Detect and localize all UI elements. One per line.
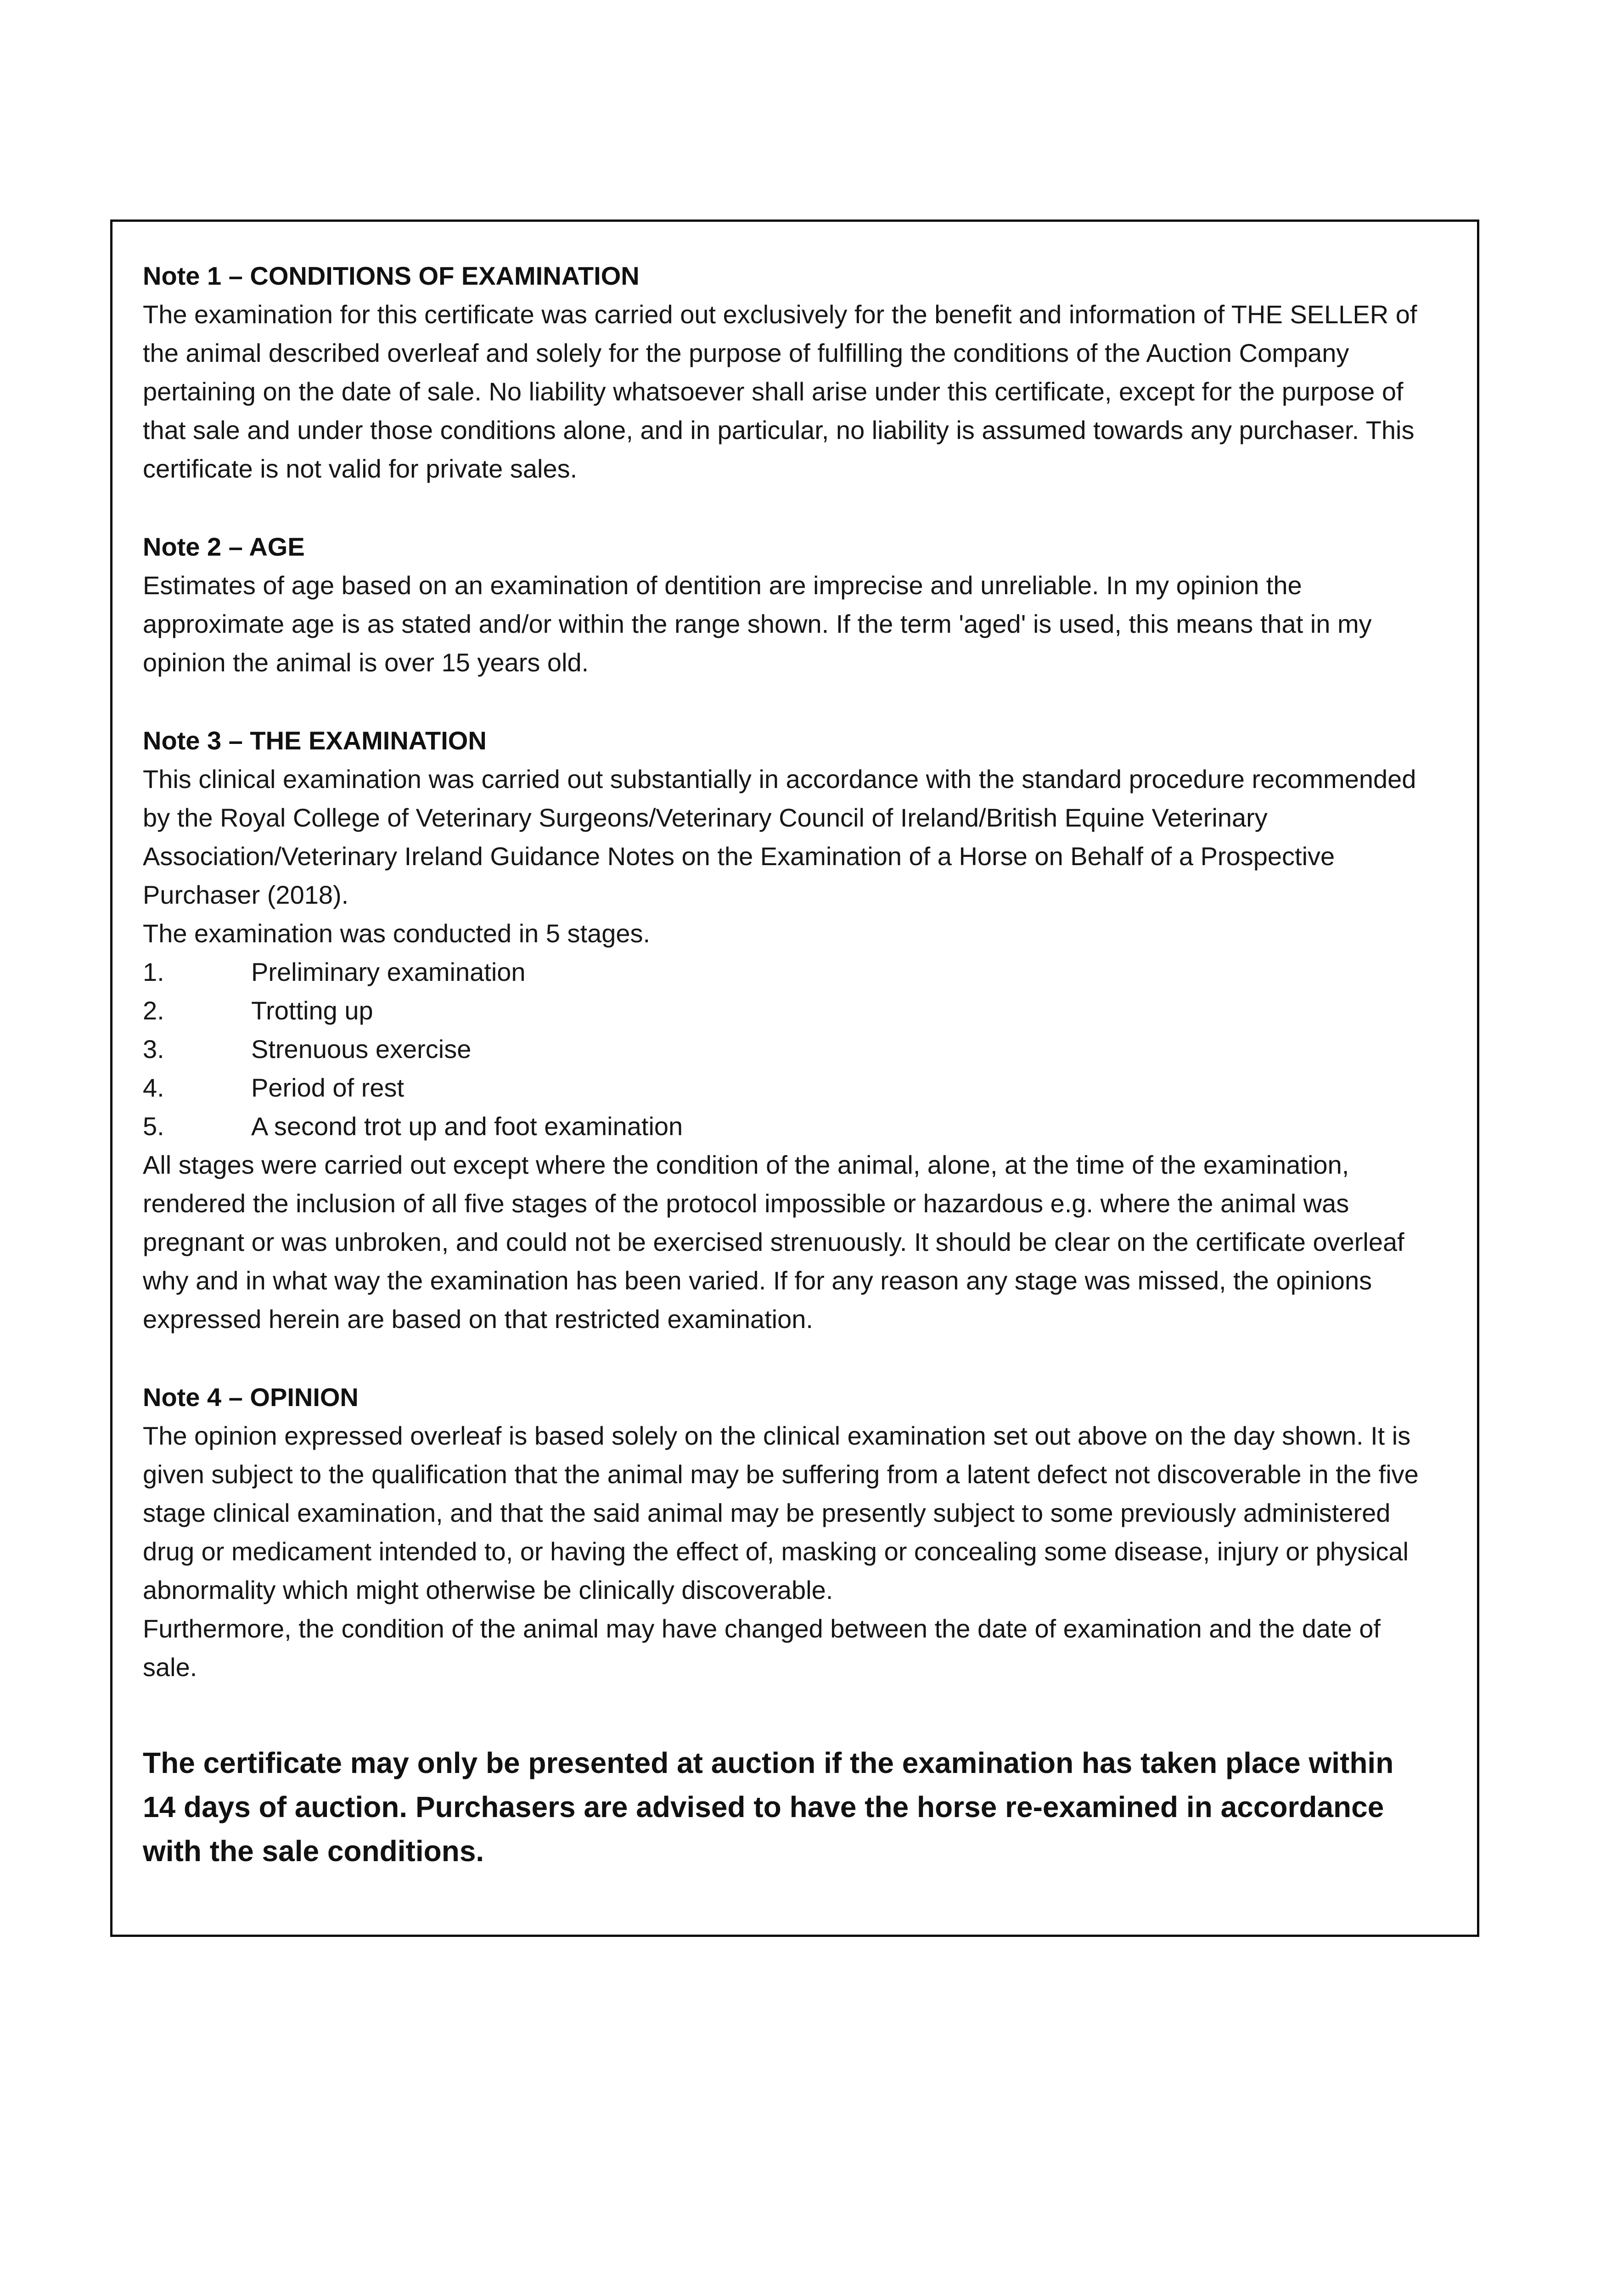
notes-border-box <box>110 219 1479 1937</box>
stage-label: Preliminary examination <box>251 957 526 986</box>
note-1-body: The examination for this certificate was carried out exclusively for the benefit and information of THE SELLER of the animal described overleaf and solely for the purpose of fulfilling the conditions of the Auction Company pertaining on the date of sale. No liability whatsoever shall arise under this certificate, except for the purpose of that sale and under those conditions alone, and in particular, no liability is assumed towards any purchaser. This certificate is not valid for private sales. <box>143 300 1417 483</box>
stage-label: Trotting up <box>251 996 373 1025</box>
examination-stages-list <box>143 953 1420 1146</box>
note-4-body-furthermore: Furthermore, the condition of the animal may have changed between the date of examination and the date of sale. <box>143 1614 1381 1682</box>
stage-number: 3. <box>143 1035 164 1064</box>
note-4-heading: Note 4 – OPINION <box>143 1383 359 1412</box>
closing-statement: The certificate may only be presented at auction if the examination has taken place within 14 days of auction. Purchasers are advised to have the horse re-examined in accordance with the sale conditions. <box>143 1746 1394 1868</box>
stage-number: 5. <box>143 1112 164 1141</box>
stage-label: Period of rest <box>251 1073 404 1102</box>
stage-item-4 <box>143 1069 1420 1107</box>
note-3-body-stages-intro: The examination was conducted in 5 stages. <box>143 919 651 948</box>
note-2-age <box>143 528 1420 682</box>
stage-number: 1. <box>143 957 164 986</box>
note-3-body-all-stages: All stages were carried out except where the condition of the animal, alone, at the time of the examination, rendered the inclusion of all five stages of the protocol impossible or hazardous e.g. where the animal was pregnant or was unbroken, and could not be exercised strenuously. It should be clear on the certificate overleaf why and in what way the examination has been varied. If for any reason any stage was missed, the opinions expressed herein are based on that restricted examination. <box>143 1150 1404 1334</box>
stage-label: Strenuous exercise <box>251 1035 472 1064</box>
note-3-body-procedure: This clinical examination was carried out substantially in accordance with the standard procedure recommended by the Royal College of Veterinary Surgeons/Veterinary Council of Ireland/British Equine Veterinary Association/Veterinary Ireland Guidance Notes on the Examination of a Horse on Behalf of a Prospective Purchaser (2018). <box>143 765 1416 909</box>
stage-label: A second trot up and foot examination <box>251 1112 683 1141</box>
note-4-opinion <box>143 1378 1420 1687</box>
note-4-body-opinion: The opinion expressed overleaf is based solely on the clinical examination set out above on the day shown. It is given subject to the qualification that the animal may be suffering from a latent defect not discoverable in the five stage clinical examination, and that the said animal may be presently subject to some previously administered drug or medicament intended to, or having the effect of, masking or concealing some disease, injury or physical abnormality which might otherwise be clinically discoverable. <box>143 1421 1419 1604</box>
note-1-heading: Note 1 – CONDITIONS OF EXAMINATION <box>143 261 640 290</box>
note-2-heading: Note 2 – AGE <box>143 532 305 561</box>
note-1-conditions-of-examination <box>143 257 1420 488</box>
stage-item-3 <box>143 1030 1420 1069</box>
stage-number: 2. <box>143 996 164 1025</box>
stage-item-2 <box>143 991 1420 1030</box>
stage-item-5 <box>143 1107 1420 1146</box>
note-2-body: Estimates of age based on an examination of dentition are imprecise and unreliable. In my opinion the approximate age is as stated and/or within the range shown. If the term 'aged' is used, this means that in my opinion the animal is over 15 years old. <box>143 571 1372 677</box>
stage-item-1 <box>143 953 1420 991</box>
note-3-the-examination <box>143 721 1420 1339</box>
note-3-heading: Note 3 – THE EXAMINATION <box>143 726 487 755</box>
stage-number: 4. <box>143 1073 164 1102</box>
